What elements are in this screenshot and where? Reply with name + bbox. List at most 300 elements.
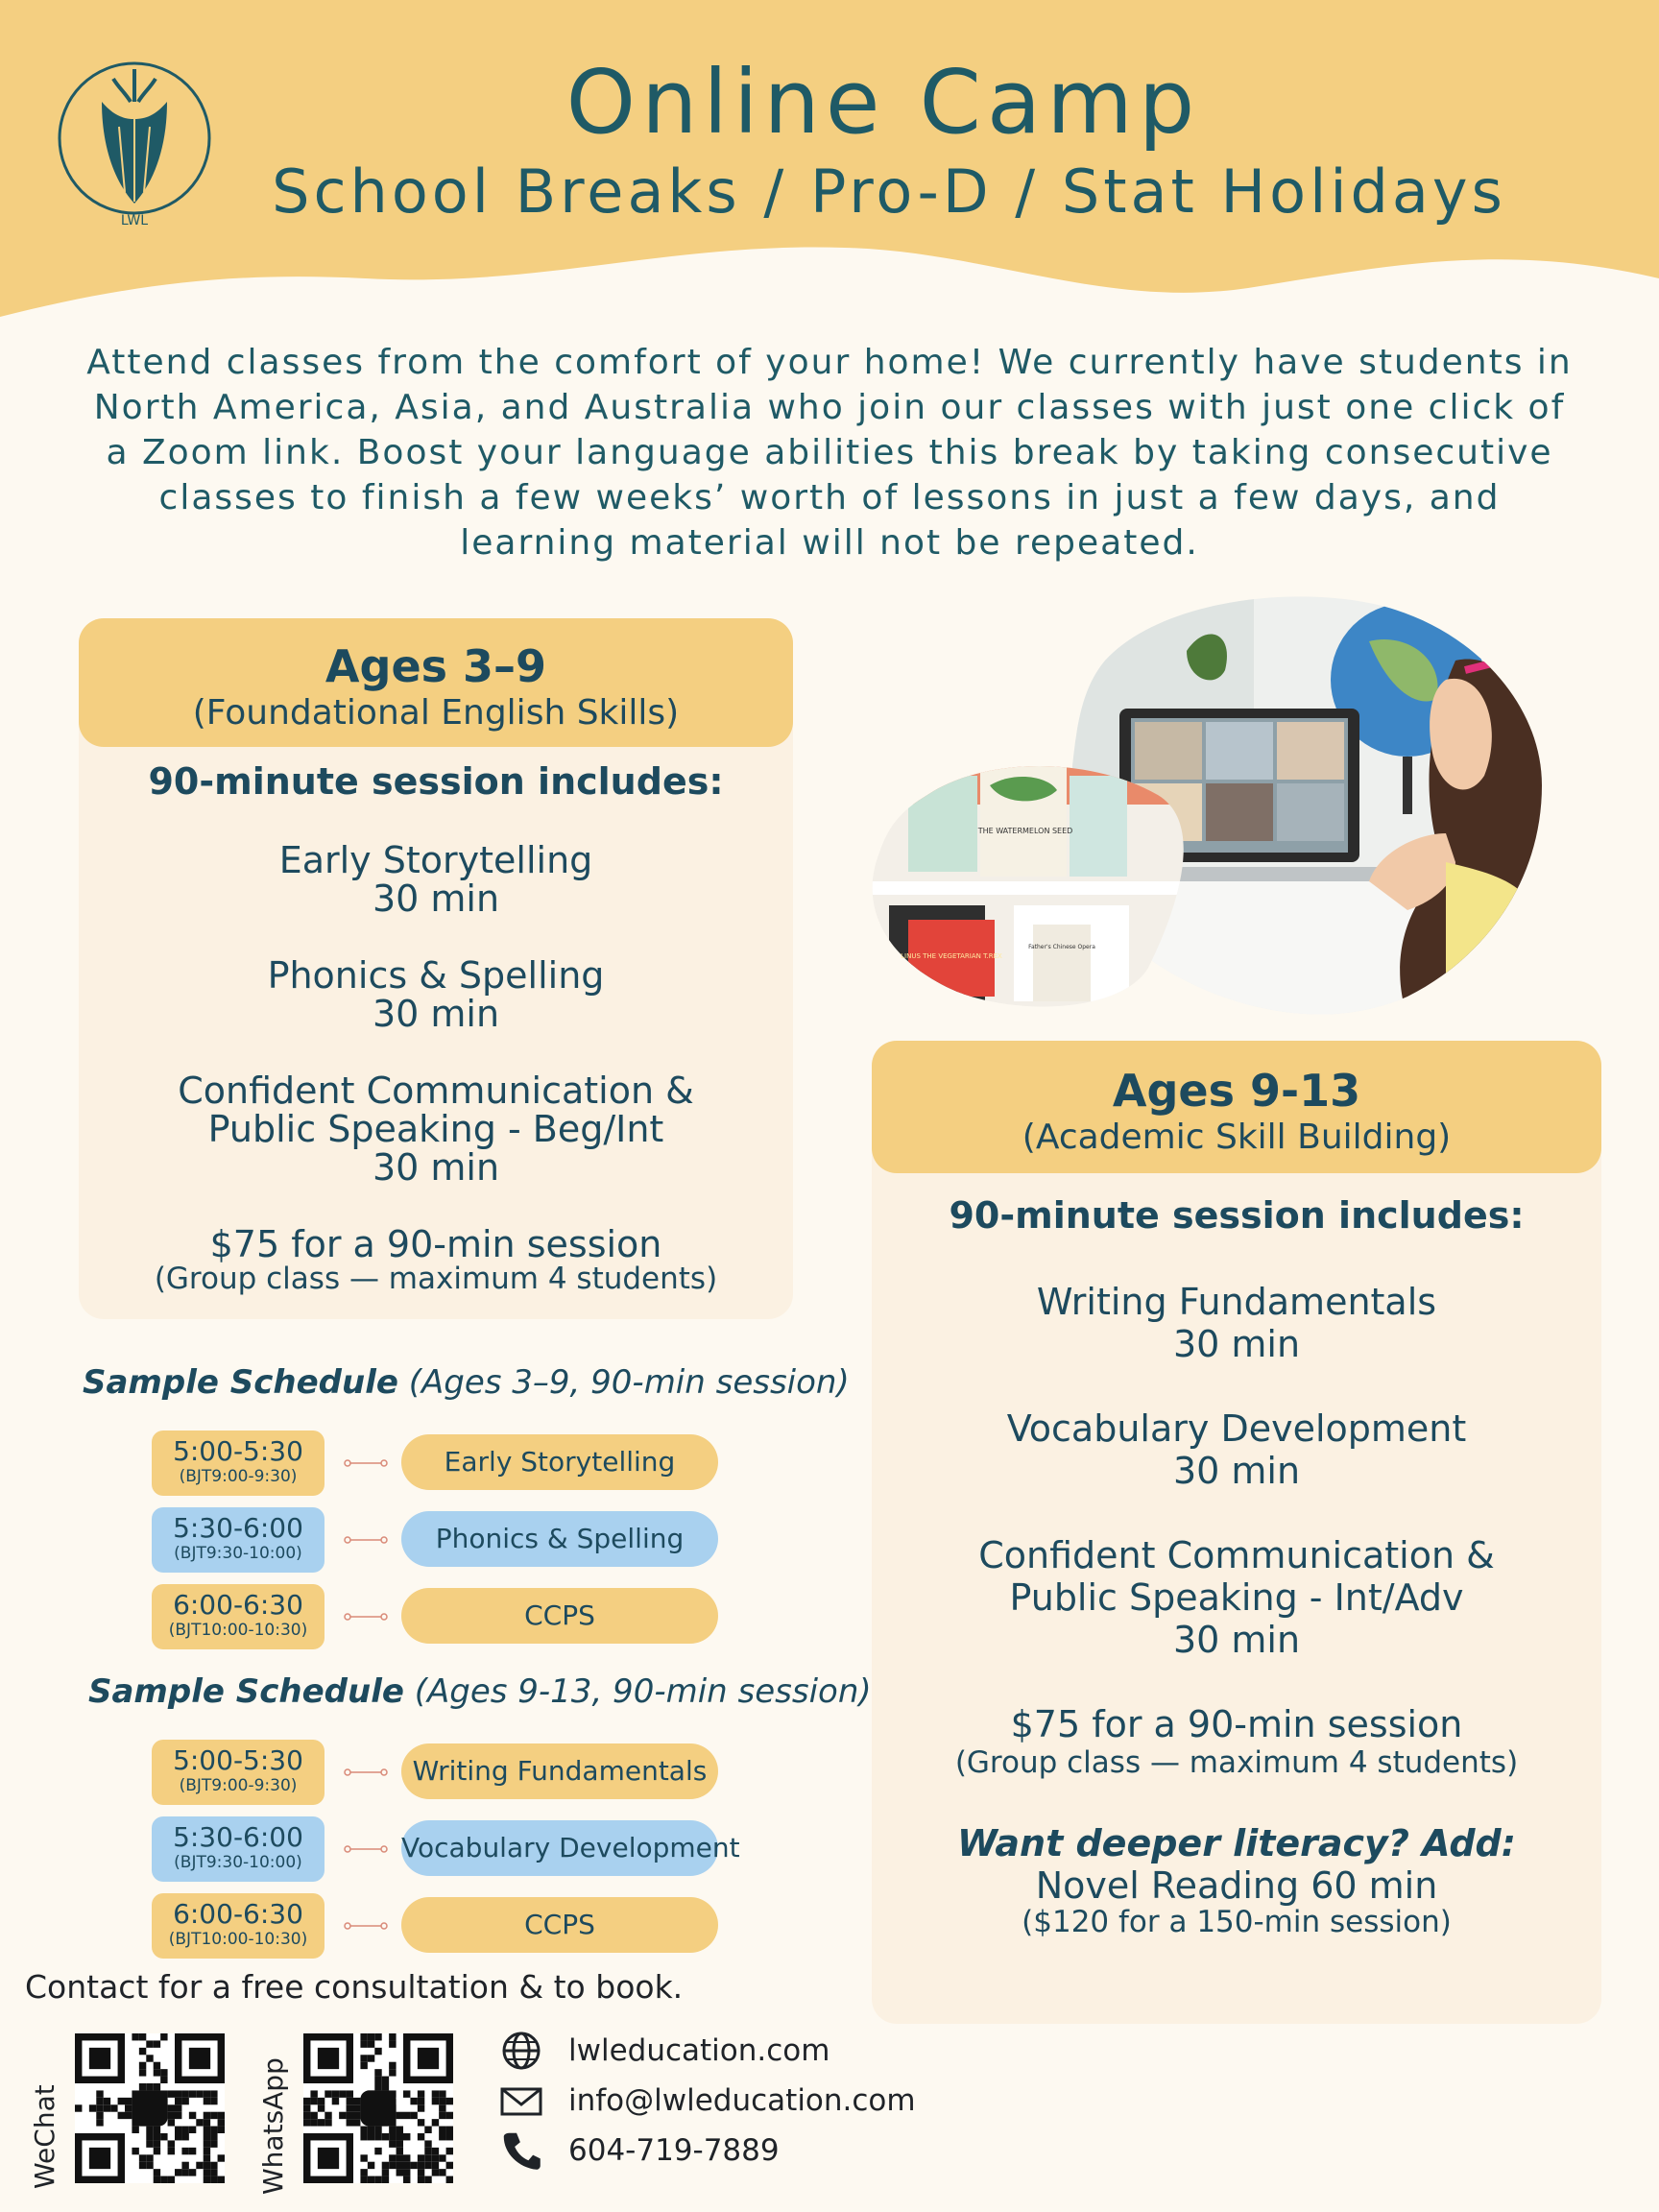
qr-module	[189, 2112, 196, 2119]
website-link[interactable]: lwleducation.com	[568, 2033, 830, 2068]
older-age: Ages 9-13	[1112, 1065, 1361, 1117]
qr-module	[181, 2162, 188, 2169]
qr-module	[382, 2169, 389, 2176]
qr-module	[154, 2176, 160, 2183]
qr-module	[403, 2133, 410, 2140]
qr-module	[403, 2112, 410, 2119]
schedule2-title	[88, 1672, 872, 1711]
schedule-time-pill	[152, 1431, 325, 1496]
schedule-time: 6:00-6:30	[173, 1589, 303, 1621]
schedule-time-pill	[152, 1584, 325, 1649]
qr-module	[382, 2162, 389, 2169]
qr-module	[210, 2112, 217, 2119]
qr-module	[374, 2127, 381, 2133]
qr-module	[446, 2176, 453, 2183]
item-name: Early Storytelling	[278, 839, 593, 881]
older-item-2	[872, 1407, 1601, 1492]
email-link[interactable]: info@lwleducation.com	[568, 2083, 916, 2118]
qr-module	[403, 2169, 410, 2176]
young-item-3	[79, 1071, 793, 1187]
qr-module	[146, 2055, 153, 2061]
qr-module	[432, 2098, 439, 2104]
qr-module	[397, 2112, 403, 2119]
qr-module	[360, 2154, 367, 2161]
qr-module	[368, 2055, 374, 2061]
qr-module	[168, 2090, 175, 2097]
schedule-time: 6:00-6:30	[173, 1898, 303, 1930]
qr-module	[132, 2033, 138, 2040]
qr-module	[146, 2133, 153, 2140]
schedule2-title-bold: Sample Schedule	[88, 1672, 404, 1711]
schedule-connector	[344, 1920, 388, 1932]
qr-module	[418, 2090, 424, 2097]
qr-module	[446, 2112, 453, 2119]
older-includes: 90-minute session includes:	[949, 1194, 1525, 1237]
qr-module	[439, 2104, 445, 2111]
qr-module	[439, 2098, 445, 2104]
logo-text: LWL	[120, 213, 149, 228]
whatsapp-qr-code[interactable]	[303, 2033, 453, 2183]
item-name: Confident Communication &	[978, 1534, 1495, 1576]
qr-module	[139, 2069, 146, 2076]
qr-module	[118, 2112, 125, 2119]
item-name-2: Public Speaking - Int/Adv	[1009, 1576, 1464, 1619]
qr-module	[175, 2127, 181, 2133]
qr-module	[210, 2133, 217, 2140]
qr-module	[139, 2048, 146, 2055]
qr-module	[389, 2133, 396, 2140]
older-item-3	[872, 1534, 1601, 1661]
qr-module	[418, 2104, 424, 2111]
qr-module	[410, 2162, 417, 2169]
young-subtitle: (Foundational English Skills)	[192, 693, 680, 733]
intro-paragraph: Attend classes from the comfort of your home! We currently have students in North America, Asia, and Australia who join our classes with just one click of a Zoom link. Boost your language abilities this break by taking consecutive classes to finish a few weeks’ worth of lessons in just a few days, and learning material will not be repeated.	[86, 343, 1573, 563]
qr-module	[418, 2169, 424, 2176]
qr-module	[218, 2127, 225, 2133]
qr-module	[424, 2154, 431, 2161]
globe-icon	[499, 2030, 543, 2072]
qr-module	[125, 2104, 132, 2111]
qr-module	[318, 2119, 325, 2126]
qr-module	[374, 2077, 381, 2083]
schedule-bjt-time: (BJT9:30-10:00)	[174, 1853, 302, 1872]
qr-module	[418, 2133, 424, 2140]
older-price: $75 for a 90-min session	[1010, 1703, 1463, 1745]
older-item-1	[872, 1281, 1601, 1365]
student-photo-collage	[870, 593, 1550, 1018]
qr-module	[382, 2083, 389, 2090]
qr-finder-pattern	[75, 2133, 125, 2183]
qr-module	[397, 2154, 403, 2161]
qr-module	[218, 2176, 225, 2183]
qr-module	[210, 2127, 217, 2133]
qr-module	[418, 2098, 424, 2104]
qr-module	[303, 2104, 310, 2111]
qr-module	[146, 2154, 153, 2161]
qr-module	[339, 2090, 346, 2097]
qr-module	[403, 2154, 410, 2161]
qr-module	[160, 2077, 167, 2083]
qr-module	[189, 2148, 196, 2154]
qr-module	[374, 2133, 381, 2140]
qr-module	[204, 2162, 210, 2169]
qr-module	[368, 2162, 374, 2169]
schedule-bjt-time: (BJT9:00-9:30)	[179, 1776, 298, 1795]
schedule-activity: Phonics & Spelling	[401, 1511, 718, 1567]
qr-module	[189, 2090, 196, 2097]
qr-module	[368, 2176, 374, 2183]
qr-module	[353, 2104, 360, 2111]
qr-module	[389, 2162, 396, 2169]
qr-module	[168, 2119, 175, 2126]
qr-module	[160, 2176, 167, 2183]
qr-module	[75, 2104, 82, 2111]
schedule-time-pill	[152, 1893, 325, 1959]
schedule-bjt-time: (BJT9:30-10:00)	[174, 1544, 302, 1563]
qr-module	[446, 2133, 453, 2140]
qr-module	[168, 2140, 175, 2147]
qr-module	[96, 2104, 103, 2111]
qr-module	[204, 2169, 210, 2176]
schedule-time-pill	[152, 1740, 325, 1805]
qr-module	[204, 2090, 210, 2097]
qr-module	[154, 2069, 160, 2076]
schedule-activity: CCPS	[401, 1897, 718, 1953]
lwl-logo	[56, 60, 213, 232]
wechat-label: WeChat	[29, 2084, 60, 2189]
item-duration: 30 min	[1172, 1323, 1301, 1365]
qr-module	[104, 2104, 110, 2111]
qr-module	[374, 2069, 381, 2076]
item-duration: 30 min	[372, 1146, 500, 1189]
schedule-connector	[344, 1534, 388, 1546]
qr-module	[310, 2112, 317, 2119]
book-opera-title: Father's Chinese Opera	[1028, 944, 1095, 950]
wechat-qr-code[interactable]	[75, 2033, 225, 2183]
phone-icon	[499, 2129, 543, 2172]
qr-module	[432, 2148, 439, 2154]
qr-module	[210, 2176, 217, 2183]
item-duration: 30 min	[1172, 1619, 1301, 1661]
qr-module	[418, 2162, 424, 2169]
older-addon-item: Novel Reading 60 min	[1035, 1864, 1438, 1907]
qr-module	[360, 2176, 367, 2183]
qr-module	[353, 2112, 360, 2119]
item-duration: 30 min	[372, 993, 500, 1035]
qr-module	[204, 2140, 210, 2147]
qr-module	[204, 2148, 210, 2154]
qr-module	[104, 2098, 110, 2104]
schedule-time: 5:00-5:30	[173, 1744, 303, 1776]
qr-module	[154, 2169, 160, 2176]
schedule-activity: CCPS	[401, 1588, 718, 1644]
qr-module	[204, 2119, 210, 2126]
qr-finder-pattern	[303, 2133, 353, 2183]
qr-module	[360, 2055, 367, 2061]
qr-module	[374, 2048, 381, 2055]
schedule1-title	[83, 1363, 850, 1402]
qr-module	[339, 2112, 346, 2119]
qr-module	[210, 2098, 217, 2104]
qr-module	[439, 2169, 445, 2176]
qr-module	[360, 2169, 367, 2176]
qr-module	[175, 2090, 181, 2097]
qr-module	[397, 2127, 403, 2133]
qr-module	[160, 2033, 167, 2040]
qr-module	[154, 2083, 160, 2090]
item-name: Phonics & Spelling	[267, 954, 605, 997]
qr-module	[146, 2162, 153, 2169]
qr-module	[360, 2033, 367, 2040]
qr-module	[139, 2033, 146, 2040]
qr-module	[446, 2127, 453, 2133]
schedule-bjt-time: (BJT9:00-9:30)	[179, 1467, 298, 1486]
qr-module	[432, 2162, 439, 2169]
qr-module	[175, 2104, 181, 2111]
qr-module	[160, 2069, 167, 2076]
qr-module	[374, 2148, 381, 2154]
older-addon-price: ($120 for a 150-min session)	[1022, 1905, 1452, 1939]
qr-module	[410, 2112, 417, 2119]
schedule1-title-bold: Sample Schedule	[83, 1363, 398, 1402]
qr-module	[175, 2169, 181, 2176]
qr-module	[210, 2140, 217, 2147]
qr-module	[439, 2154, 445, 2161]
schedule1-title-rest: (Ages 3–9, 90-min session)	[408, 1363, 850, 1402]
envelope-icon	[499, 2080, 543, 2122]
older-subtitle: (Academic Skill Building)	[1022, 1118, 1452, 1157]
qr-module	[310, 2090, 317, 2097]
qr-module	[96, 2090, 103, 2097]
qr-module	[175, 2098, 181, 2104]
qr-finder-pattern	[175, 2033, 225, 2083]
schedule-connector	[344, 1457, 388, 1469]
qr-module	[96, 2098, 103, 2104]
page-title: Online Camp	[565, 51, 1201, 154]
qr-module	[204, 2127, 210, 2133]
qr-module	[446, 2098, 453, 2104]
qr-module	[353, 2098, 360, 2104]
qr-module	[204, 2112, 210, 2119]
qr-module	[439, 2127, 445, 2133]
qr-module	[347, 2098, 353, 2104]
qr-module	[181, 2127, 188, 2133]
qr-module	[168, 2104, 175, 2111]
item-duration: 30 min	[372, 878, 500, 920]
qr-module	[168, 2176, 175, 2183]
qr-module	[154, 2062, 160, 2069]
qr-module	[168, 2112, 175, 2119]
qr-module	[110, 2104, 117, 2111]
qr-module	[181, 2090, 188, 2097]
qr-module	[374, 2083, 381, 2090]
qr-module	[146, 2040, 153, 2047]
qr-module	[347, 2119, 353, 2126]
book-linus-title: LINUS THE VEGETARIAN T.REX	[901, 952, 1002, 960]
young-price-note: (Group class — maximum 4 students)	[154, 1262, 718, 1296]
qr-finder-pattern	[403, 2033, 453, 2083]
qr-module	[418, 2119, 424, 2126]
qr-module	[204, 2154, 210, 2161]
schedule-activity: Vocabulary Development	[401, 1820, 718, 1876]
young-item-2	[79, 956, 793, 1033]
qr-module	[382, 2176, 389, 2183]
qr-module	[139, 2154, 146, 2161]
qr-module	[397, 2133, 403, 2140]
young-age: Ages 3–9	[325, 640, 547, 692]
qr-module	[175, 2112, 181, 2119]
qr-module	[432, 2169, 439, 2176]
qr-finder-pattern	[303, 2033, 353, 2083]
schedule-connector	[344, 1611, 388, 1623]
qr-module	[204, 2176, 210, 2183]
qr-module	[189, 2127, 196, 2133]
qr-module	[446, 2162, 453, 2169]
qr-module	[389, 2033, 396, 2040]
qr-module	[325, 2119, 331, 2126]
qr-module	[347, 2104, 353, 2111]
qr-module	[424, 2140, 431, 2147]
qr-module	[181, 2169, 188, 2176]
qr-module	[154, 2127, 160, 2133]
qr-module	[368, 2040, 374, 2047]
qr-module	[210, 2090, 217, 2097]
qr-module	[432, 2119, 439, 2126]
schedule-bjt-time: (BJT10:00-10:30)	[168, 1930, 308, 1949]
qr-module	[210, 2162, 217, 2169]
schedule-time: 5:00-5:30	[173, 1435, 303, 1467]
qr-module	[146, 2127, 153, 2133]
qr-finder-pattern	[75, 2033, 125, 2083]
qr-module	[196, 2162, 203, 2169]
qr-module	[418, 2176, 424, 2183]
qr-module	[146, 2140, 153, 2147]
qr-module	[310, 2119, 317, 2126]
qr-module	[318, 2098, 325, 2104]
qr-module	[389, 2040, 396, 2047]
qr-module	[410, 2098, 417, 2104]
qr-module	[189, 2169, 196, 2176]
qr-module	[374, 2176, 381, 2183]
item-duration: 30 min	[1172, 1450, 1301, 1492]
schedule-activity: Writing Fundamentals	[401, 1743, 718, 1799]
qr-module	[368, 2033, 374, 2040]
qr-module	[181, 2133, 188, 2140]
qr-module	[89, 2104, 96, 2111]
qr-module	[303, 2098, 310, 2104]
qr-module	[368, 2133, 374, 2140]
qr-module	[303, 2112, 310, 2119]
young-card-header	[79, 618, 793, 747]
qr-module	[96, 2112, 103, 2119]
older-price-note: (Group class — maximum 4 students)	[954, 1745, 1519, 1780]
contact-heading: Contact for a free consultation & to book.	[25, 1968, 684, 2006]
schedule-connector	[344, 1843, 388, 1855]
qr-module	[397, 2140, 403, 2147]
qr-module	[389, 2127, 396, 2133]
qr-module	[154, 2148, 160, 2154]
qr-module	[154, 2040, 160, 2047]
page-subtitle: School Breaks / Pro-D / Stat Holidays	[272, 156, 1506, 227]
qr-module	[382, 2077, 389, 2083]
qr-module	[132, 2127, 138, 2133]
qr-module	[389, 2154, 396, 2161]
qr-module	[125, 2112, 132, 2119]
qr-module	[325, 2090, 331, 2097]
item-name: Confident Communication &	[178, 1070, 694, 1112]
qr-module	[218, 2112, 225, 2119]
qr-module	[154, 2133, 160, 2140]
qr-module	[397, 2169, 403, 2176]
qr-module	[218, 2119, 225, 2126]
qr-module	[303, 2119, 310, 2126]
qr-module	[318, 2104, 325, 2111]
qr-module	[382, 2133, 389, 2140]
qr-module	[139, 2083, 146, 2090]
qr-module	[175, 2133, 181, 2140]
qr-module	[360, 2040, 367, 2047]
schedule-time: 5:30-6:00	[173, 1821, 303, 1853]
qr-module	[181, 2148, 188, 2154]
qr-module	[181, 2098, 188, 2104]
qr-module	[325, 2112, 331, 2119]
qr-module	[418, 2154, 424, 2161]
young-item-1	[79, 841, 793, 918]
book-watermelon-title: THE WATERMELON SEED	[977, 827, 1073, 835]
qr-module	[204, 2098, 210, 2104]
qr-module	[210, 2169, 217, 2176]
qr-module	[332, 2098, 339, 2104]
older-addon-title: Want deeper literacy? Add:	[957, 1822, 1516, 1864]
young-includes: 90-minute session includes:	[148, 760, 724, 803]
qr-module	[204, 2133, 210, 2140]
qr-module	[196, 2090, 203, 2097]
qr-module	[389, 2140, 396, 2147]
phone-number[interactable]: 604-719-7889	[568, 2133, 780, 2168]
qr-module	[310, 2098, 317, 2104]
qr-module	[196, 2119, 203, 2126]
qr-module	[218, 2154, 225, 2161]
qr-module	[403, 2090, 410, 2097]
whatsapp-label: WhatsApp	[257, 2057, 289, 2195]
qr-module	[132, 2148, 138, 2154]
qr-module	[389, 2062, 396, 2069]
qr-module	[347, 2090, 353, 2097]
qr-module	[139, 2062, 146, 2069]
item-name: Vocabulary Development	[1006, 1407, 1467, 1450]
qr-module	[168, 2148, 175, 2154]
qr-module	[439, 2090, 445, 2097]
qr-module	[397, 2162, 403, 2169]
qr-module	[360, 2133, 367, 2140]
qr-module	[146, 2083, 153, 2090]
young-price: $75 for a 90-min session	[209, 1223, 662, 1265]
qr-module	[332, 2090, 339, 2097]
qr-module	[360, 2127, 367, 2133]
qr-module	[360, 2062, 367, 2069]
qr-module	[160, 2133, 167, 2140]
qr-module	[424, 2127, 431, 2133]
qr-module	[439, 2133, 445, 2140]
item-name-2: Public Speaking - Beg/Int	[207, 1108, 664, 1150]
schedule-activity: Early Storytelling	[401, 1434, 718, 1490]
older-card-header	[872, 1041, 1601, 1173]
qr-module	[439, 2112, 445, 2119]
schedule2-title-rest: (Ages 9-13, 90-min session)	[414, 1672, 872, 1711]
qr-center-logo	[360, 2090, 396, 2126]
qr-module	[397, 2148, 403, 2154]
qr-module	[424, 2148, 431, 2154]
